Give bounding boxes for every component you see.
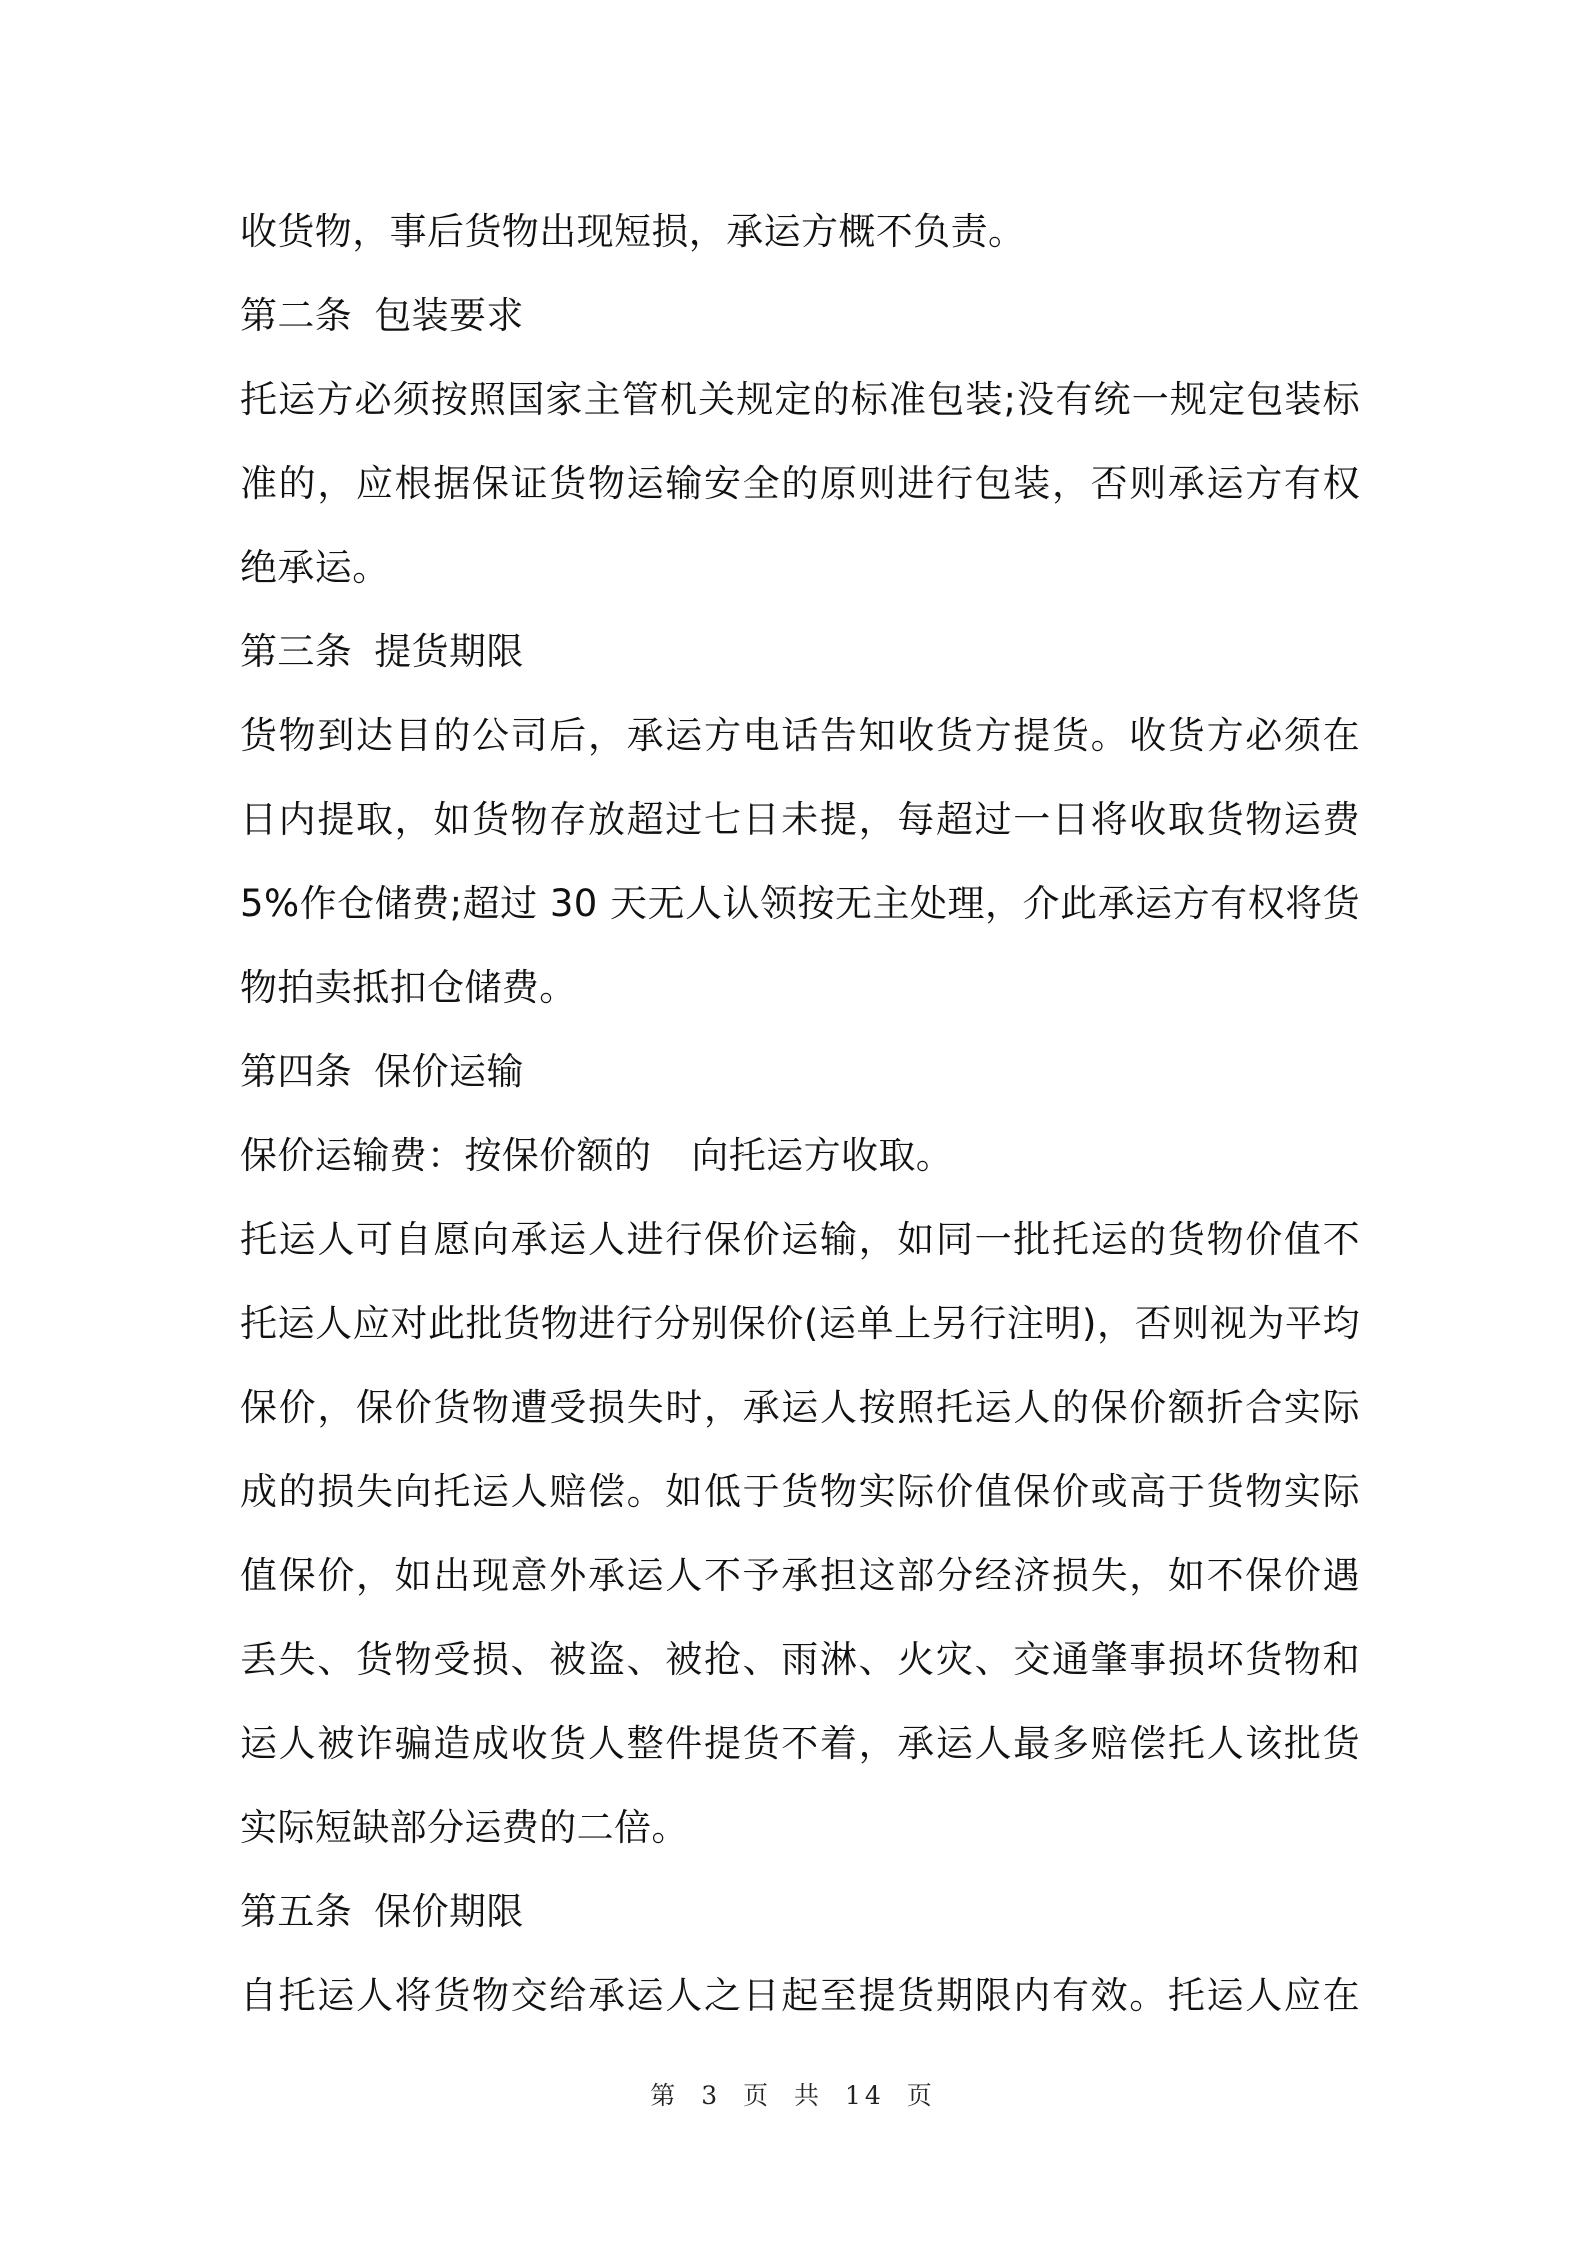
- insured-fee-line: [240, 1114, 1360, 1198]
- paragraph-line: 托运方必须按照国家主管机关规定的标准包装;没有统一规定包装标: [240, 378, 1360, 421]
- insured-fee-label: 保价运输费：按保价额的: [240, 1134, 652, 1177]
- article-number: 第五条: [240, 1890, 353, 1933]
- paragraph-line: 货物到达目的公司后，承运方电话告知收货方提货。收货方必须在: [240, 714, 1360, 757]
- paragraph-line: 日内提取，如货物存放超过七日未提，每超过一日将收取货物运费: [240, 798, 1360, 841]
- paragraph-line: 丢失、货物受损、被盗、被抢、雨淋、火灾、交通肇事损坏货物和: [240, 1638, 1360, 1681]
- paragraph-line: 准的，应根据保证货物运输安全的原则进行包装，否则承运方有权: [240, 462, 1360, 505]
- page-footer: 第 3 页 共 14 页: [650, 2081, 936, 2110]
- paragraph-line: 保价，保价货物遭受损失时，承运人按照托运人的保价额折合实际: [240, 1386, 1360, 1429]
- article-3-heading: [240, 610, 1360, 694]
- paragraph-line: 值保价，如出现意外承运人不予承担这部分经济损失，如不保价遇: [240, 1554, 1360, 1597]
- paragraph-line: 5%作仓储费;超过 30 天无人认领按无主处理，介此承运方有权将货: [240, 882, 1360, 925]
- paragraph-line: 成的损失向托运人赔偿。如低于货物实际价值保价或高于货物实际: [240, 1470, 1360, 1513]
- paragraph-line: 物拍卖抵扣仓储费。: [240, 966, 577, 1009]
- article-title: 保价期限: [374, 1890, 524, 1933]
- paragraph-line: 收货物，事后货物出现短损，承运方概不负责。: [240, 210, 1026, 253]
- paragraph-line: 绝承运。: [240, 546, 390, 589]
- paragraph-line: 托运人应对此批货物进行分别保价(运单上另行注明)，否则视为平均: [240, 1302, 1360, 1345]
- document-body: [240, 190, 1360, 2038]
- paragraph-line: 运人被诈骗造成收货人整件提货不着，承运人最多赔偿托人该批货: [240, 1722, 1360, 1765]
- paragraph-line: 实际短缺部分运费的二倍。: [240, 1806, 689, 1849]
- article-title: 包装要求: [374, 294, 524, 337]
- article-title: 保价运输: [374, 1050, 524, 1093]
- article-number: 第二条: [240, 294, 353, 337]
- article-4-heading: [240, 1030, 1360, 1114]
- insured-fee-rest: 向托运方收取。: [691, 1134, 954, 1177]
- article-title: 提货期限: [374, 630, 524, 673]
- article-number: 第四条: [240, 1050, 353, 1093]
- article-2-heading: [240, 274, 1360, 358]
- paragraph-line: 自托运人将货物交给承运人之日起至提货期限内有效。托运人应在: [240, 1974, 1360, 2017]
- paragraph-line: 托运人可自愿向承运人进行保价运输，如同一批托运的货物价值不: [240, 1218, 1360, 1261]
- article-number: 第三条: [240, 630, 353, 673]
- article-5-heading: [240, 1870, 1360, 1954]
